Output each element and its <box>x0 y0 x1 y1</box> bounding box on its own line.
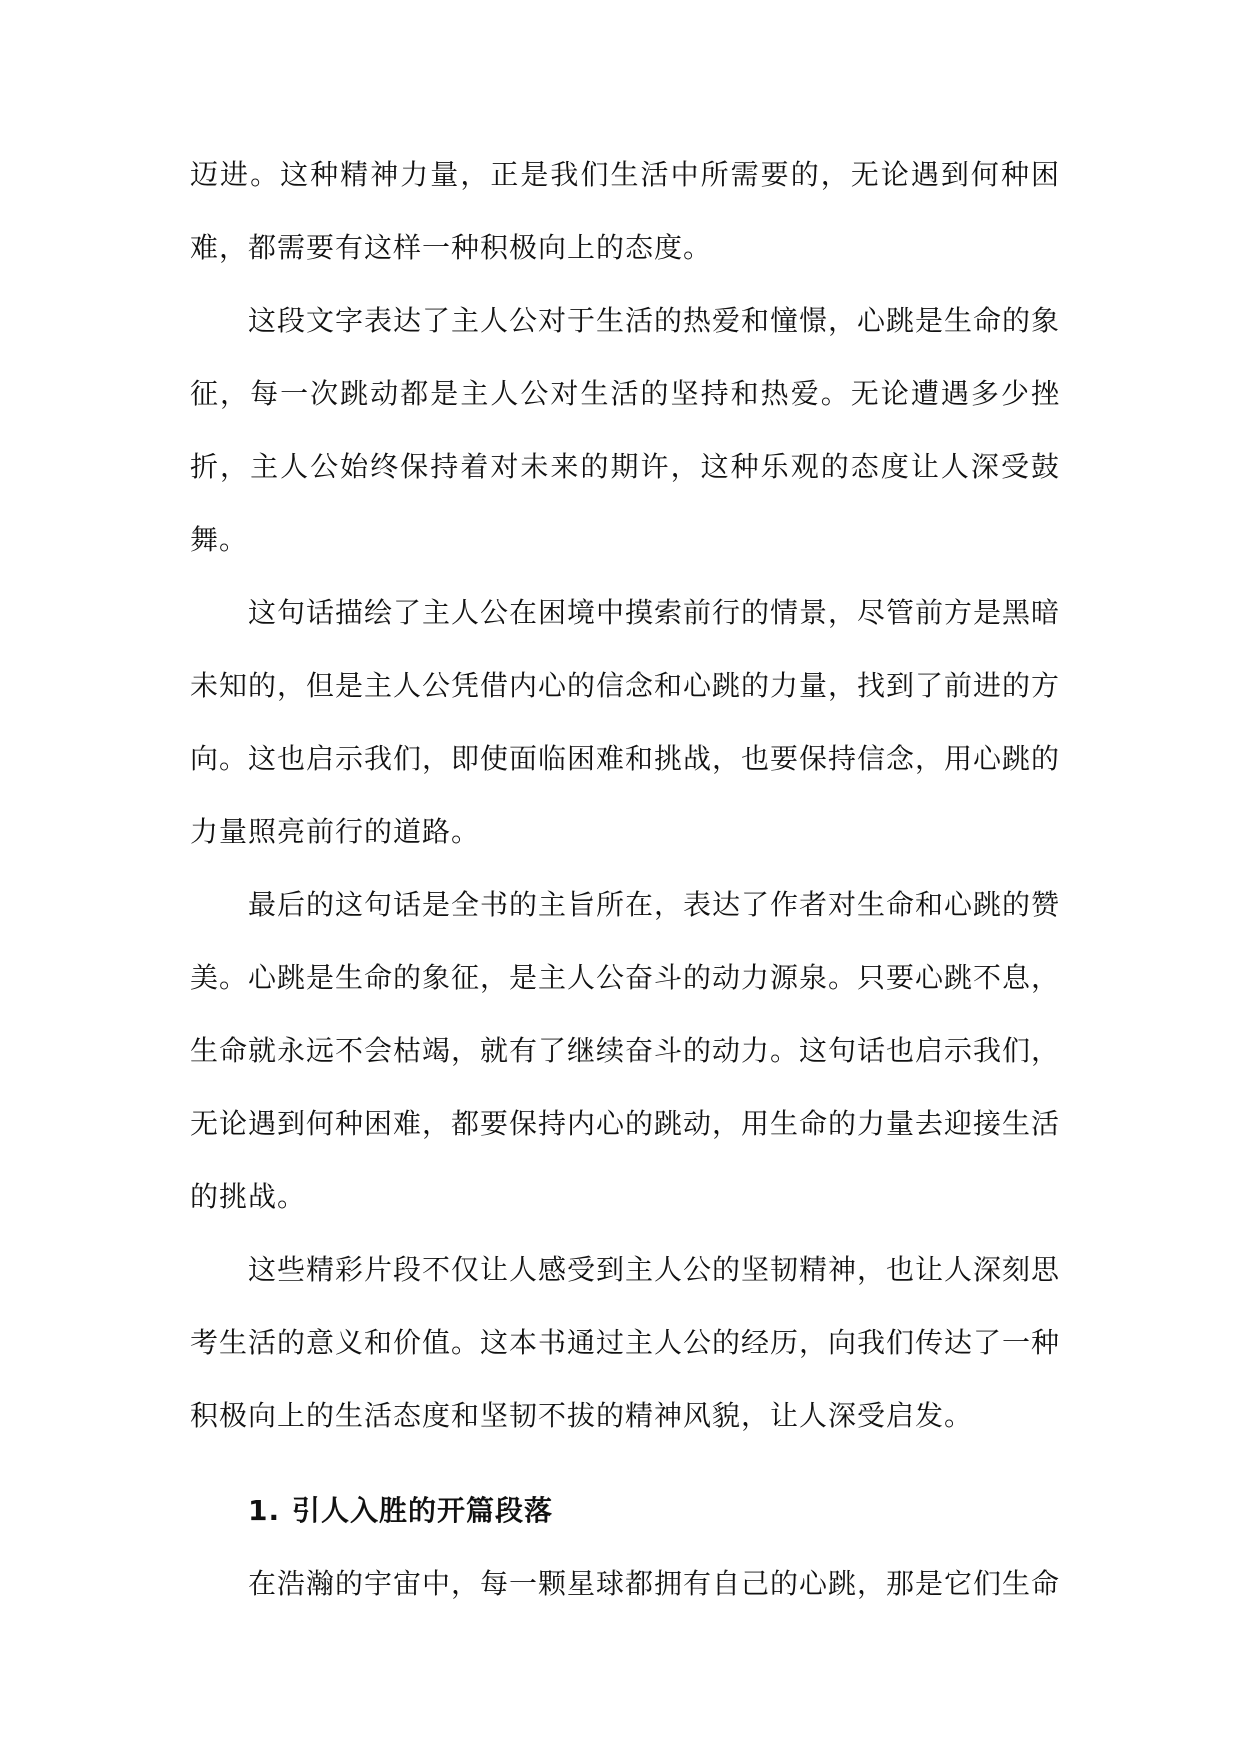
section-number: 1. <box>248 1494 281 1527</box>
paragraph: 这些精彩片段不仅让人感受到主人公的坚韧精神，也让人深刻思考生活的意义和价值。这本书通过主人公的经历，向我们传达了一种积极向上的生活态度和坚韧不拔的精神风貌，让人深受启发。 <box>190 1253 1061 1432</box>
paragraph-continued: 迈进。这种精神力量，正是我们生活中所需要的，无论遇到何种困难，都需要有这样一种积极向上的态度。 <box>190 158 1060 264</box>
section-title: 引人入胜的开篇段落 <box>292 1494 554 1527</box>
section-heading <box>190 1474 1060 1547</box>
paragraph: 这段文字表达了主人公对于生活的热爱和憧憬，心跳是生命的象征，每一次跳动都是主人公对生活的坚持和热爱。无论遭遇多少挫折，主人公始终保持着对未来的期许，这种乐观的态度让人深受鼓舞。 <box>190 304 1061 556</box>
paragraph: 最后的这句话是全书的主旨所在，表达了作者对生命和心跳的赞美。心跳是生命的象征，是主人公奋斗的动力源泉。只要心跳不息，生命就永远不会枯竭，就有了继续奋斗的动力。这句话也启示我们，无论遇到何种困难，都要保持内心的跳动，用生命的力量去迎接生活的挑战。 <box>190 888 1061 1213</box>
document-body <box>190 138 1060 1620</box>
paragraph: 这句话描绘了主人公在困境中摸索前行的情景，尽管前方是黑暗未知的，但是主人公凭借内心的信念和心跳的力量，找到了前进的方向。这也启示我们，即使面临困难和挑战，也要保持信念，用心跳的力量照亮前行的道路。 <box>190 596 1061 848</box>
paragraph: 在浩瀚的宇宙中，每一颗星球都拥有自己的心跳，那是它们生命 <box>248 1567 1061 1600</box>
